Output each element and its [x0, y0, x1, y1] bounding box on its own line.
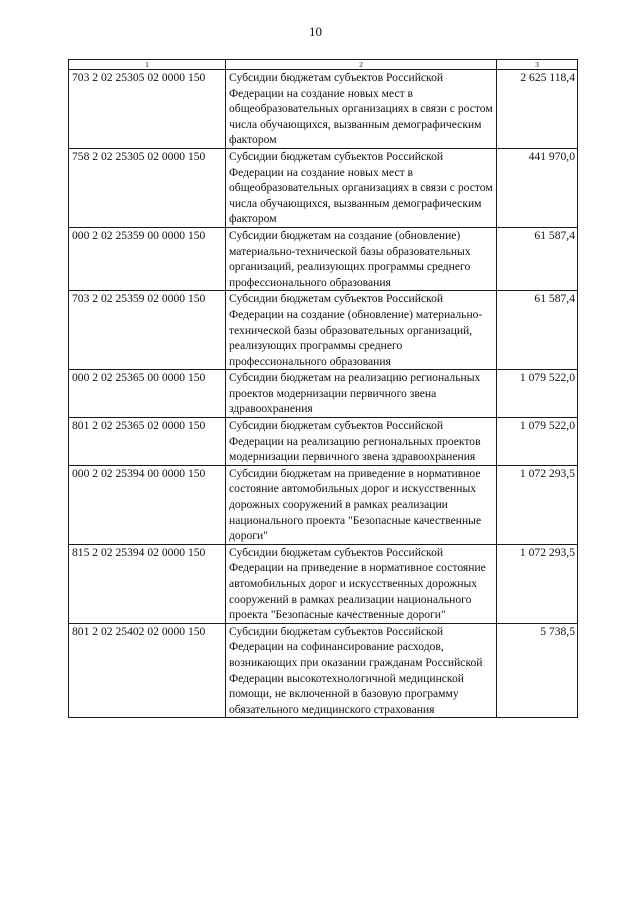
amount-cell: 1 079 522,0 — [497, 370, 578, 418]
column-header-code: 1 — [69, 60, 226, 70]
table-row — [69, 370, 578, 418]
table-row — [69, 148, 578, 227]
budget-code-cell: 815 2 02 25394 02 0000 150 — [69, 544, 226, 623]
description-cell: Субсидии бюджетам на реализацию региональных проектов модернизации первичного звена здравоохранения — [226, 370, 497, 418]
table-row — [69, 227, 578, 290]
description-cell: Субсидии бюджетам субъектов Российской Федерации на приведение в нормативное состояние автомобильных дорог и искусственных дорожных сооружений в рамках реализации национального проекта "Безопасные качественные дороги" — [226, 544, 497, 623]
table-row — [69, 291, 578, 370]
amount-cell: 61 587,4 — [497, 291, 578, 370]
description-cell: Субсидии бюджетам на приведение в нормативное состояние автомобильных дорог и искусственных дорожных сооружений в рамках реализации национального проекта "Безопасные качественные дороги" — [226, 465, 497, 544]
amount-cell: 1 072 293,5 — [497, 465, 578, 544]
amount-cell: 5 738,5 — [497, 623, 578, 718]
column-header-amount: 3 — [497, 60, 578, 70]
budget-code-cell: 000 2 02 25394 00 0000 150 — [69, 465, 226, 544]
amount-cell: 1 072 293,5 — [497, 544, 578, 623]
budget-code-cell: 000 2 02 25365 00 0000 150 — [69, 370, 226, 418]
description-cell: Субсидии бюджетам субъектов Российской Федерации на создание новых мест в общеобразовательных организациях в связи с ростом числа обучающихся, вызванным демографическим фактором — [226, 148, 497, 227]
description-cell: Субсидии бюджетам субъектов Российской Федерации на создание (обновление) материально-технической базы образовательных организаций, реализующих программы среднего профессионального образования — [226, 291, 497, 370]
budget-code-cell: 801 2 02 25365 02 0000 150 — [69, 418, 226, 466]
budget-table — [68, 59, 578, 718]
budget-code-cell: 000 2 02 25359 00 0000 150 — [69, 227, 226, 290]
description-cell: Субсидии бюджетам субъектов Российской Федерации на создание новых мест в общеобразовательных организациях в связи с ростом числа обучающихся, вызванным демографическим фактором — [226, 70, 497, 149]
table-row — [69, 418, 578, 466]
table-header-row — [69, 60, 578, 70]
description-cell: Субсидии бюджетам субъектов Российской Федерации на реализацию региональных проектов модернизации первичного звена здравоохранения — [226, 418, 497, 466]
column-header-description: 2 — [226, 60, 497, 70]
table-row — [69, 465, 578, 544]
amount-cell: 1 079 522,0 — [497, 418, 578, 466]
description-cell: Субсидии бюджетам субъектов Российской Федерации на софинансирование расходов, возникающих при оказании гражданам Российской Федерации высокотехнологичной медицинской помощи, не включенной в базовую программу обязательного медицинского страхования — [226, 623, 497, 718]
page-number: 10 — [309, 24, 322, 39]
budget-code-cell: 703 2 02 25305 02 0000 150 — [69, 70, 226, 149]
amount-cell: 61 587,4 — [497, 227, 578, 290]
amount-cell: 2 625 118,4 — [497, 70, 578, 149]
description-cell: Субсидии бюджетам на создание (обновление) материально-технической базы образовательных организаций, реализующих программы среднего профессионального образования — [226, 227, 497, 290]
table-row — [69, 544, 578, 623]
budget-code-cell: 758 2 02 25305 02 0000 150 — [69, 148, 226, 227]
budget-code-cell: 703 2 02 25359 02 0000 150 — [69, 291, 226, 370]
table-row — [69, 70, 578, 149]
table-row — [69, 623, 578, 718]
budget-code-cell: 801 2 02 25402 02 0000 150 — [69, 623, 226, 718]
amount-cell: 441 970,0 — [497, 148, 578, 227]
